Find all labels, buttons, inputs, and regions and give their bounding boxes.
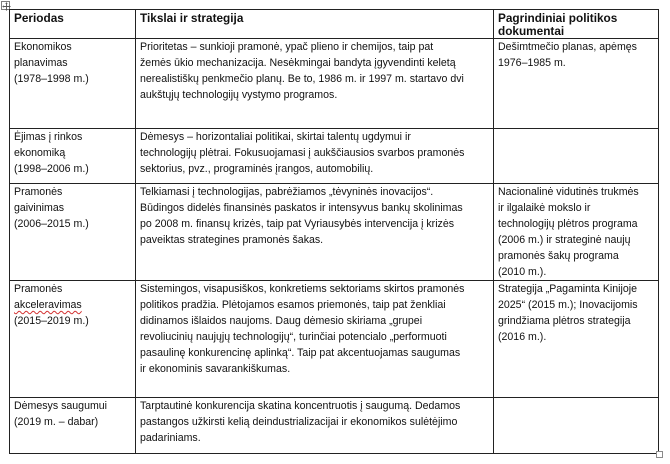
goals-text: ir ekonominis savarankiškumas. [140, 363, 291, 375]
policy-table [9, 9, 659, 454]
period-text: Pramonės [14, 186, 63, 198]
goals-text: Būdingos didelės finansinės paskatos ir intensyvus bankų skolinimas [140, 202, 463, 214]
documents-text: pramonės šakų programa [498, 250, 619, 262]
period-text-spellcheck-flagged: akceleravimas [14, 299, 82, 311]
goals-text: paveiktas strategines pramonės šakas. [140, 234, 324, 246]
goals-text: Dėmesys – horizontaliai politikai, skirtai talentų ugdymui ir [140, 131, 411, 143]
documents-text: (2006 m.) ir strateginė naujų [498, 234, 631, 246]
documents-text: Dešimtmečio planas, apėmęs [498, 41, 637, 53]
header-period-label: Periodas [14, 11, 64, 25]
cell-goals[interactable] [136, 39, 494, 129]
header-documents[interactable] [494, 10, 659, 39]
cell-period[interactable] [10, 129, 136, 184]
period-text: (1978–1998 m.) [14, 73, 89, 85]
period-text: planavimas [14, 57, 68, 69]
period-text: (2019 m. – dabar) [14, 416, 99, 428]
documents-text: technologijų plėtros programa [498, 218, 638, 230]
table-resize-handle-icon[interactable] [656, 451, 663, 458]
goals-text: revoliucinių naujųjų technologijų“, turinčiai potencialo „performuoti [140, 331, 447, 343]
documents-text: ir ilgalaikė mokslo ir [498, 202, 591, 214]
table-row [10, 281, 659, 398]
documents-text: Nacionalinė vidutinės trukmės [498, 186, 639, 198]
cell-period[interactable] [10, 39, 136, 129]
goals-text: Prioritetas – sunkioji pramonė, ypač plieno ir chemijos, taip pat [140, 41, 434, 53]
goals-text: žemės ūkio mechanizacija. Nesėkmingai bandyta įgyvendinti keletą [140, 57, 456, 69]
period-text: ekonomiką [14, 147, 66, 159]
cell-goals[interactable] [136, 129, 494, 184]
goals-text: aukštųjų technologijų vystymo programos. [140, 89, 338, 101]
period-text: Ekonomikos [14, 41, 72, 53]
goals-text: Sistemingos, visapusiškos, konkretiems sektoriams skirtos pramonės [140, 283, 465, 295]
goals-text: pastangos užkirsti kelią deindustrializacijai ir ekonomikos sulėtėjimo [140, 416, 458, 428]
goals-text: padariniams. [140, 432, 201, 444]
period-text: (1998–2006 m.) [14, 163, 89, 175]
goals-text: politikos pradžia. Plėtojamos esamos priemonės, taip pat ženkliai [140, 299, 446, 311]
cell-documents[interactable] [494, 184, 659, 281]
documents-text: (2016 m.). [498, 331, 547, 343]
header-goals[interactable] [136, 10, 494, 39]
table-row [10, 184, 659, 281]
goals-text: Telkiamasi į technologijas, pabrėžiamos „tėvyninės inovacijos“. [140, 186, 434, 198]
documents-text: 1976–1985 m. [498, 57, 566, 69]
goals-text: didinamos išlaidos naujoms. Daug dėmesio skiriama „grupei [140, 315, 423, 327]
documents-text: Strategija „Pagaminta Kinijoje [498, 283, 637, 295]
goals-text: sektorius, pvz., programinės įrangos, automobilių. [140, 163, 374, 175]
period-text: Ėjimas į rinkos [14, 131, 83, 143]
table-row [10, 129, 659, 184]
cell-period[interactable] [10, 281, 136, 398]
documents-text: (2010 m.). [498, 266, 547, 278]
goals-text: Tarptautinė konkurencija skatina koncentruotis į saugumą. Dedamos [140, 400, 461, 412]
period-text: Pramonės [14, 283, 63, 295]
documents-text: grindžiama plėtros strategija [498, 315, 631, 327]
table-header-row [10, 10, 659, 39]
table-row [10, 39, 659, 129]
table-row [10, 398, 659, 454]
cell-documents[interactable] [494, 39, 659, 129]
header-period[interactable] [10, 10, 136, 39]
header-documents-label-line1: Pagrindiniai politikos [498, 11, 618, 25]
period-text: Dėmesys saugumui [14, 400, 108, 412]
documents-text: 2025“ (2015 m.); Inovacijomis [498, 299, 638, 311]
header-goals-label: Tikslai ir strategija [140, 11, 244, 25]
header-documents-label-line2: dokumentai [498, 24, 565, 38]
goals-text: technologijų plėtrai. Fokusuojamasi į aukščiausios svarbos pramonės [140, 147, 465, 159]
period-text: gaivinimas [14, 202, 65, 214]
cell-goals[interactable] [136, 184, 494, 281]
goals-text: nerealistiškų penkmečio planų. Be to, 1986 m. ir 1997 m. startavo dvi [140, 73, 464, 85]
cell-period[interactable] [10, 398, 136, 454]
cell-period[interactable] [10, 184, 136, 281]
cell-documents[interactable] [494, 129, 659, 184]
period-text: (2015–2019 m.) [14, 315, 89, 327]
goals-text: pasaulinę konkurencinę aplinką“. Taip pat akcentuojamas saugumas [140, 347, 461, 359]
cell-documents[interactable] [494, 398, 659, 454]
cell-goals[interactable] [136, 281, 494, 398]
cell-documents[interactable] [494, 281, 659, 398]
goals-text: po 2008 m. finansų krizės, taip pat Vyriausybės intervencija į krizės [140, 218, 455, 230]
period-text: (2006–2015 m.) [14, 218, 89, 230]
cell-goals[interactable] [136, 398, 494, 454]
